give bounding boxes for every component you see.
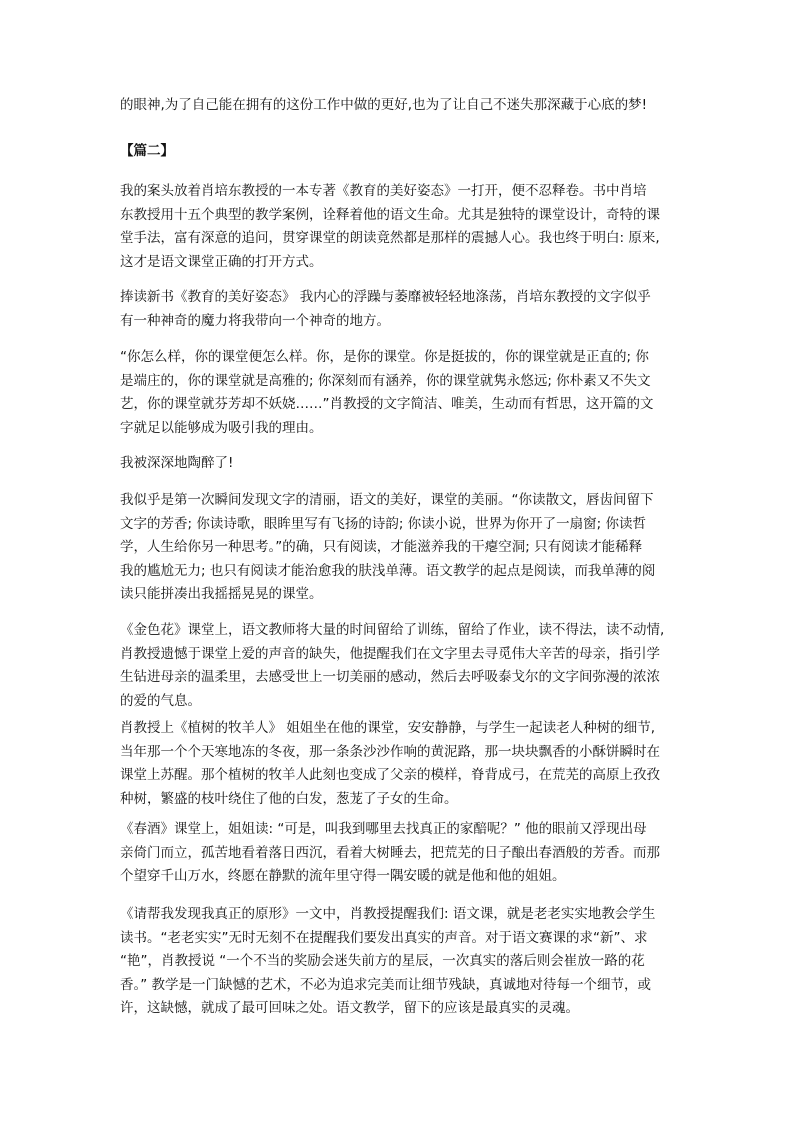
text-line: 我的尴尬无力; 也只有阅读才能治愈我的肤浅单薄。语文教学的起点是阅读，而我单薄的阅 bbox=[120, 562, 656, 579]
text-line: 我被深深地陶醉了! bbox=[120, 455, 234, 471]
text-line: 有一种神奇的魔力将我带向一个神奇的地方。 bbox=[120, 312, 390, 329]
text-line: “艳”，肖教授说 “一个不当的奖励会迷失前方的星辰，一次真实的落后则会崔放一路的花 bbox=[120, 953, 645, 969]
text-line: 我似乎是第一次瞬间发现文字的清丽，语文的美好，课堂的美丽。“你读散文，唇齿间留下 bbox=[120, 492, 654, 508]
paragraph-intro-tail bbox=[120, 94, 680, 118]
paragraph-5 bbox=[120, 489, 680, 607]
text-line: 课堂上苏醒。那个植树的牧羊人此刻也变成了父亲的模样，脊背成弓，在荒芜的高原上孜孜 bbox=[120, 767, 660, 783]
text-line: 捧读新书《教育的美好姿态》 我内心的浮躁与萎靡被轻轻地涤荡，肖培东教授的文字似乎 bbox=[120, 289, 651, 305]
paragraph-8 bbox=[120, 818, 680, 889]
text-line: 许，这缺憾，就成了最可回味之处。语文教学，留下的应该是最真实的灵魂。 bbox=[120, 1000, 579, 1016]
paragraph-4 bbox=[120, 452, 680, 476]
heading-text: 【篇二】 bbox=[120, 143, 174, 159]
text-line: 艺，你的课堂就芬芳却不妖娆……”肖教授的文字简洁、唯美，生动而有哲思，这开篇的文 bbox=[120, 396, 654, 412]
text-line: 的爱的气息。 bbox=[120, 692, 201, 709]
text-line: 堂手法，富有深意的追问，贯穿课堂的朗读竟然都是那样的震撼人心。我也终于明白: 原来, bbox=[120, 230, 660, 246]
paragraph-6 bbox=[120, 619, 680, 713]
text-line: 的眼神,为了自己能在拥有的这份工作中做的更好,也为了让自己不迷失那深藏于心底的梦! bbox=[120, 97, 647, 113]
text-line: 我的案头放着肖培东教授的一本专著《教育的美好姿态》一打开，便不忍释卷。书中肖培 bbox=[120, 183, 647, 199]
text-line: 肖教授遗憾于课堂上爱的声音的缺失，他提醒我们在文字里去寻觅伟大辛苦的母亲，指引学 bbox=[120, 645, 660, 662]
text-line: 种树，繁盛的枝叶绕住了他的白发，葱茏了子女的生命。 bbox=[120, 790, 458, 807]
paragraph-3 bbox=[120, 346, 680, 440]
text-line: “你怎么样，你的课堂便怎么样。你，是你的课堂。你是挺拔的，你的课堂就是正直的; 你 bbox=[120, 349, 649, 365]
text-line: 肖教授上《植树的牧羊人》 姐姐坐在他的课堂，安安静静，与学生一起读老人种树的细节, bbox=[120, 720, 656, 736]
text-line: 个望穿千山万水，终愿在静默的流年里守得一隅安暖的就是他和他的姐姐。 bbox=[120, 868, 566, 884]
paragraph-9 bbox=[120, 903, 680, 1021]
paragraph-2 bbox=[120, 286, 680, 333]
text-line: 读书。“老老实实”无时无刻不在提醒我们要发出真实的声音。对于语文赛课的求“新”、求 bbox=[120, 929, 648, 946]
text-line: 《春酒》课堂上，姐姐读: “可是，叫我到哪里去找真正的家醅呢？” 他的眼前又浮现出母 bbox=[120, 821, 647, 837]
text-line: 东教授用十五个典型的教学案例，诠释着他的语文生命。尤其是独特的课堂设计，奇特的课 bbox=[120, 206, 660, 223]
text-line: 亲倚门而立，孤苦地看着落日西沉，看着大树睡去，把荒芜的日子酿出春酒般的芳香。而那 bbox=[120, 844, 660, 861]
text-line: 生钻进母亲的温柔里，去感受世上一切美丽的感动，然后去呼吸泰戈尔的文字间弥漫的浓浓 bbox=[120, 669, 660, 685]
paragraph-1 bbox=[120, 180, 680, 274]
section-heading bbox=[120, 140, 680, 164]
text-line: 字就足以能够成为吸引我的理由。 bbox=[120, 419, 323, 436]
text-line: 当年那一个个天寒地冻的冬夜，那一条条沙沙作响的黄泥路，那一块块飘香的小酥饼瞬时在 bbox=[120, 743, 660, 760]
text-line: 文字的芳香; 你读诗歌，眼眸里写有飞扬的诗韵; 你读小说，世界为你开了一扇窗; 你读哲 bbox=[120, 515, 647, 532]
text-line: 学，人生给你另一种思考。”的确，只有阅读，才能滋养我的干瘪空洞; 只有阅读才能稀释 bbox=[120, 539, 643, 555]
text-line: 是端庄的，你的课堂就是高雅的; 你深刻而有涵养，你的课堂就隽永悠远; 你朴素又不失文 bbox=[120, 372, 651, 389]
text-line: 这才是语文课堂正确的打开方式。 bbox=[120, 253, 323, 270]
text-line: 《金色花》课堂上，语文教师将大量的时间留给了训练，留给了作业，读不得法，读不动情, bbox=[120, 622, 665, 638]
text-line: 《请帮我发现我真正的原形》一文中，肖教授提醒我们: 语文课，就是老老实实地教会学生 bbox=[120, 906, 656, 922]
text-line: 读只能拼凑出我摇摇晃晃的课堂。 bbox=[120, 586, 323, 602]
paragraph-7 bbox=[120, 717, 680, 811]
text-line: 香。” 教学是一门缺憾的艺术，不必为追求完美而让细节残缺，真诚地对待每一个细节，或 bbox=[120, 976, 652, 993]
